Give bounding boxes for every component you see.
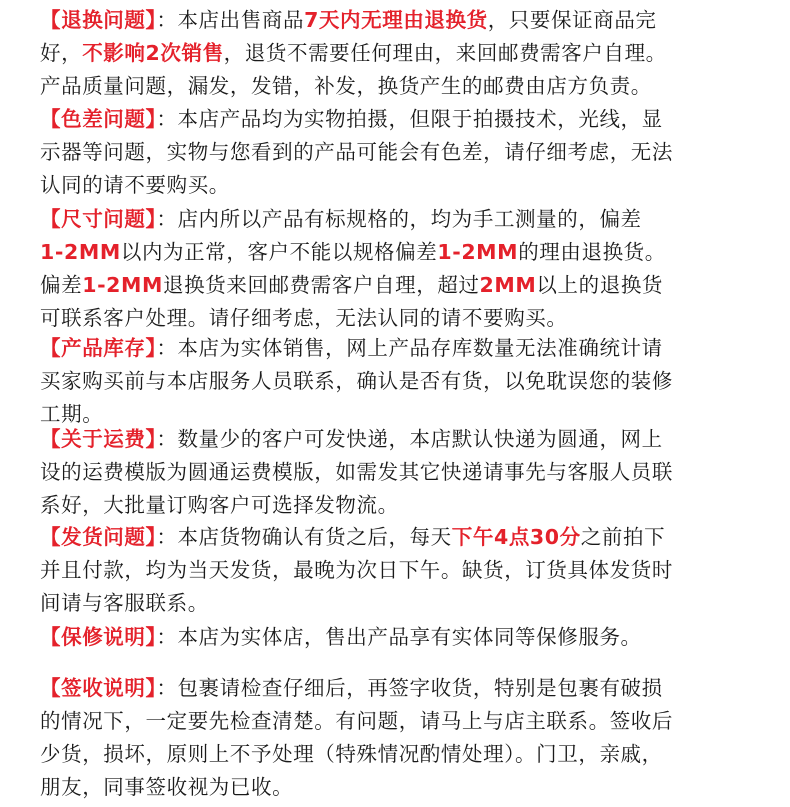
section-line bbox=[40, 302, 760, 335]
section-title: 【产品库存】 bbox=[40, 336, 157, 360]
section-return-policy bbox=[40, 4, 760, 103]
highlight-text: 1-2MM bbox=[82, 273, 164, 297]
section-title: 【发货问题】 bbox=[40, 525, 157, 549]
section-title: 【保修说明】 bbox=[40, 625, 157, 649]
section-line bbox=[40, 423, 760, 456]
section-line bbox=[40, 587, 760, 620]
section-line bbox=[40, 236, 760, 269]
body-text: ：本店为实体店，售出产品享有实体同等保修服务。 bbox=[156, 625, 642, 649]
section-line bbox=[40, 771, 760, 804]
body-text: 偏差 bbox=[40, 273, 83, 297]
body-text: 好， bbox=[40, 41, 83, 65]
body-text: 可联系客户处理。请仔细考虑，无法认同的请不要购买。 bbox=[40, 306, 568, 330]
body-text: 系好，大批量订购客户可选择发物流。 bbox=[40, 493, 399, 517]
section-line bbox=[40, 521, 760, 554]
body-text: 朋友，同事签收视为已收。 bbox=[40, 775, 294, 799]
body-text: ：本店为实体销售，网上产品存库数量无法准确统计请 bbox=[156, 336, 663, 360]
section-title: 【关于运费】 bbox=[40, 427, 157, 451]
section-line bbox=[40, 37, 760, 70]
highlight-text: 1-2MM bbox=[40, 240, 121, 264]
body-text: ：本店出售商品 bbox=[156, 8, 305, 32]
body-text: ：包裹请检查仔细后，再签字收货，特别是包裹有破损 bbox=[156, 676, 663, 700]
body-text: ，退货不需要任何理由，来回邮费需客户自理。 bbox=[223, 41, 667, 65]
section-line bbox=[40, 103, 760, 136]
section-line bbox=[40, 332, 760, 365]
body-text: 之前拍下 bbox=[580, 525, 666, 549]
section-warranty bbox=[40, 621, 760, 654]
section-line bbox=[40, 705, 760, 738]
highlight-text: 下午4点30分 bbox=[451, 525, 581, 549]
body-text: 工期。 bbox=[40, 402, 104, 426]
section-title: 【签收说明】 bbox=[40, 676, 157, 700]
body-text: 买家购买前与本店服务人员联系，确认是否有货，以免耽误您的装修 bbox=[40, 369, 673, 393]
section-line bbox=[40, 136, 760, 169]
section-title: 【尺寸问题】 bbox=[40, 207, 157, 231]
body-text: 并且付款，均为当天发货，最晚为次日下午。缺货，订货具体发货时 bbox=[40, 558, 673, 582]
body-text: 以上的退换货 bbox=[536, 273, 664, 297]
section-size-tolerance bbox=[40, 203, 760, 335]
body-text: 间请与客服联系。 bbox=[40, 591, 209, 615]
section-line bbox=[40, 203, 760, 236]
highlight-text: 1-2MM bbox=[437, 240, 519, 264]
body-text: ：本店货物确认有货之后，每天 bbox=[156, 525, 452, 549]
body-text: 的情况下，一定要先检查清楚。有问题，请马上与店主联系。签收后 bbox=[40, 709, 673, 733]
body-text: ：本店产品均为实物拍摄，但限于拍摄技术，光线，显 bbox=[156, 107, 663, 131]
section-line bbox=[40, 169, 760, 202]
body-text: ，只要保证商品完 bbox=[487, 8, 657, 32]
body-text: 的理由退换货。 bbox=[518, 240, 666, 264]
highlight-text: 不影响2次销售 bbox=[82, 41, 224, 65]
section-line bbox=[40, 489, 760, 522]
section-shipping-fee bbox=[40, 423, 760, 522]
section-line bbox=[40, 70, 760, 103]
section-line bbox=[40, 672, 760, 705]
body-text: 少货，损坏，原则上不予处理（特殊情况酌情处理）。门卫，亲戚， bbox=[40, 742, 663, 766]
body-text: ：数量少的客户可发快递，本店默认快递为圆通，网上 bbox=[156, 427, 663, 451]
body-text: 产品质量问题，漏发，发错，补发，换货产生的邮费由店方负责。 bbox=[40, 74, 652, 98]
highlight-text: 2MM bbox=[479, 273, 537, 297]
section-line bbox=[40, 456, 760, 489]
section-line bbox=[40, 738, 760, 771]
section-title: 【退换问题】 bbox=[40, 8, 157, 32]
section-line bbox=[40, 4, 760, 37]
section-line bbox=[40, 554, 760, 587]
body-text: 设的运费模版为圆通运费模版，如需发其它快递请事先与客服人员联 bbox=[40, 460, 673, 484]
body-text: 认同的请不要购买。 bbox=[40, 173, 230, 197]
highlight-text: 7天内无理由退换货 bbox=[304, 8, 488, 32]
section-line bbox=[40, 269, 760, 302]
section-title: 【色差问题】 bbox=[40, 107, 157, 131]
body-text: 退换货来回邮费需客户自理，超过 bbox=[163, 273, 480, 297]
body-text: ：店内所以产品有标规格的，均为手工测量的，偏差 bbox=[156, 207, 642, 231]
section-color-difference bbox=[40, 103, 760, 202]
body-text: 以内为正常，客户不能以规格偏差 bbox=[120, 240, 438, 264]
section-delivery bbox=[40, 521, 760, 620]
body-text: 示器等问题，实物与您看到的产品可能会有色差，请仔细考虑，无法 bbox=[40, 140, 673, 164]
section-inventory bbox=[40, 332, 760, 431]
section-line bbox=[40, 365, 760, 398]
section-line bbox=[40, 621, 760, 654]
section-sign-for-receipt bbox=[40, 672, 760, 804]
